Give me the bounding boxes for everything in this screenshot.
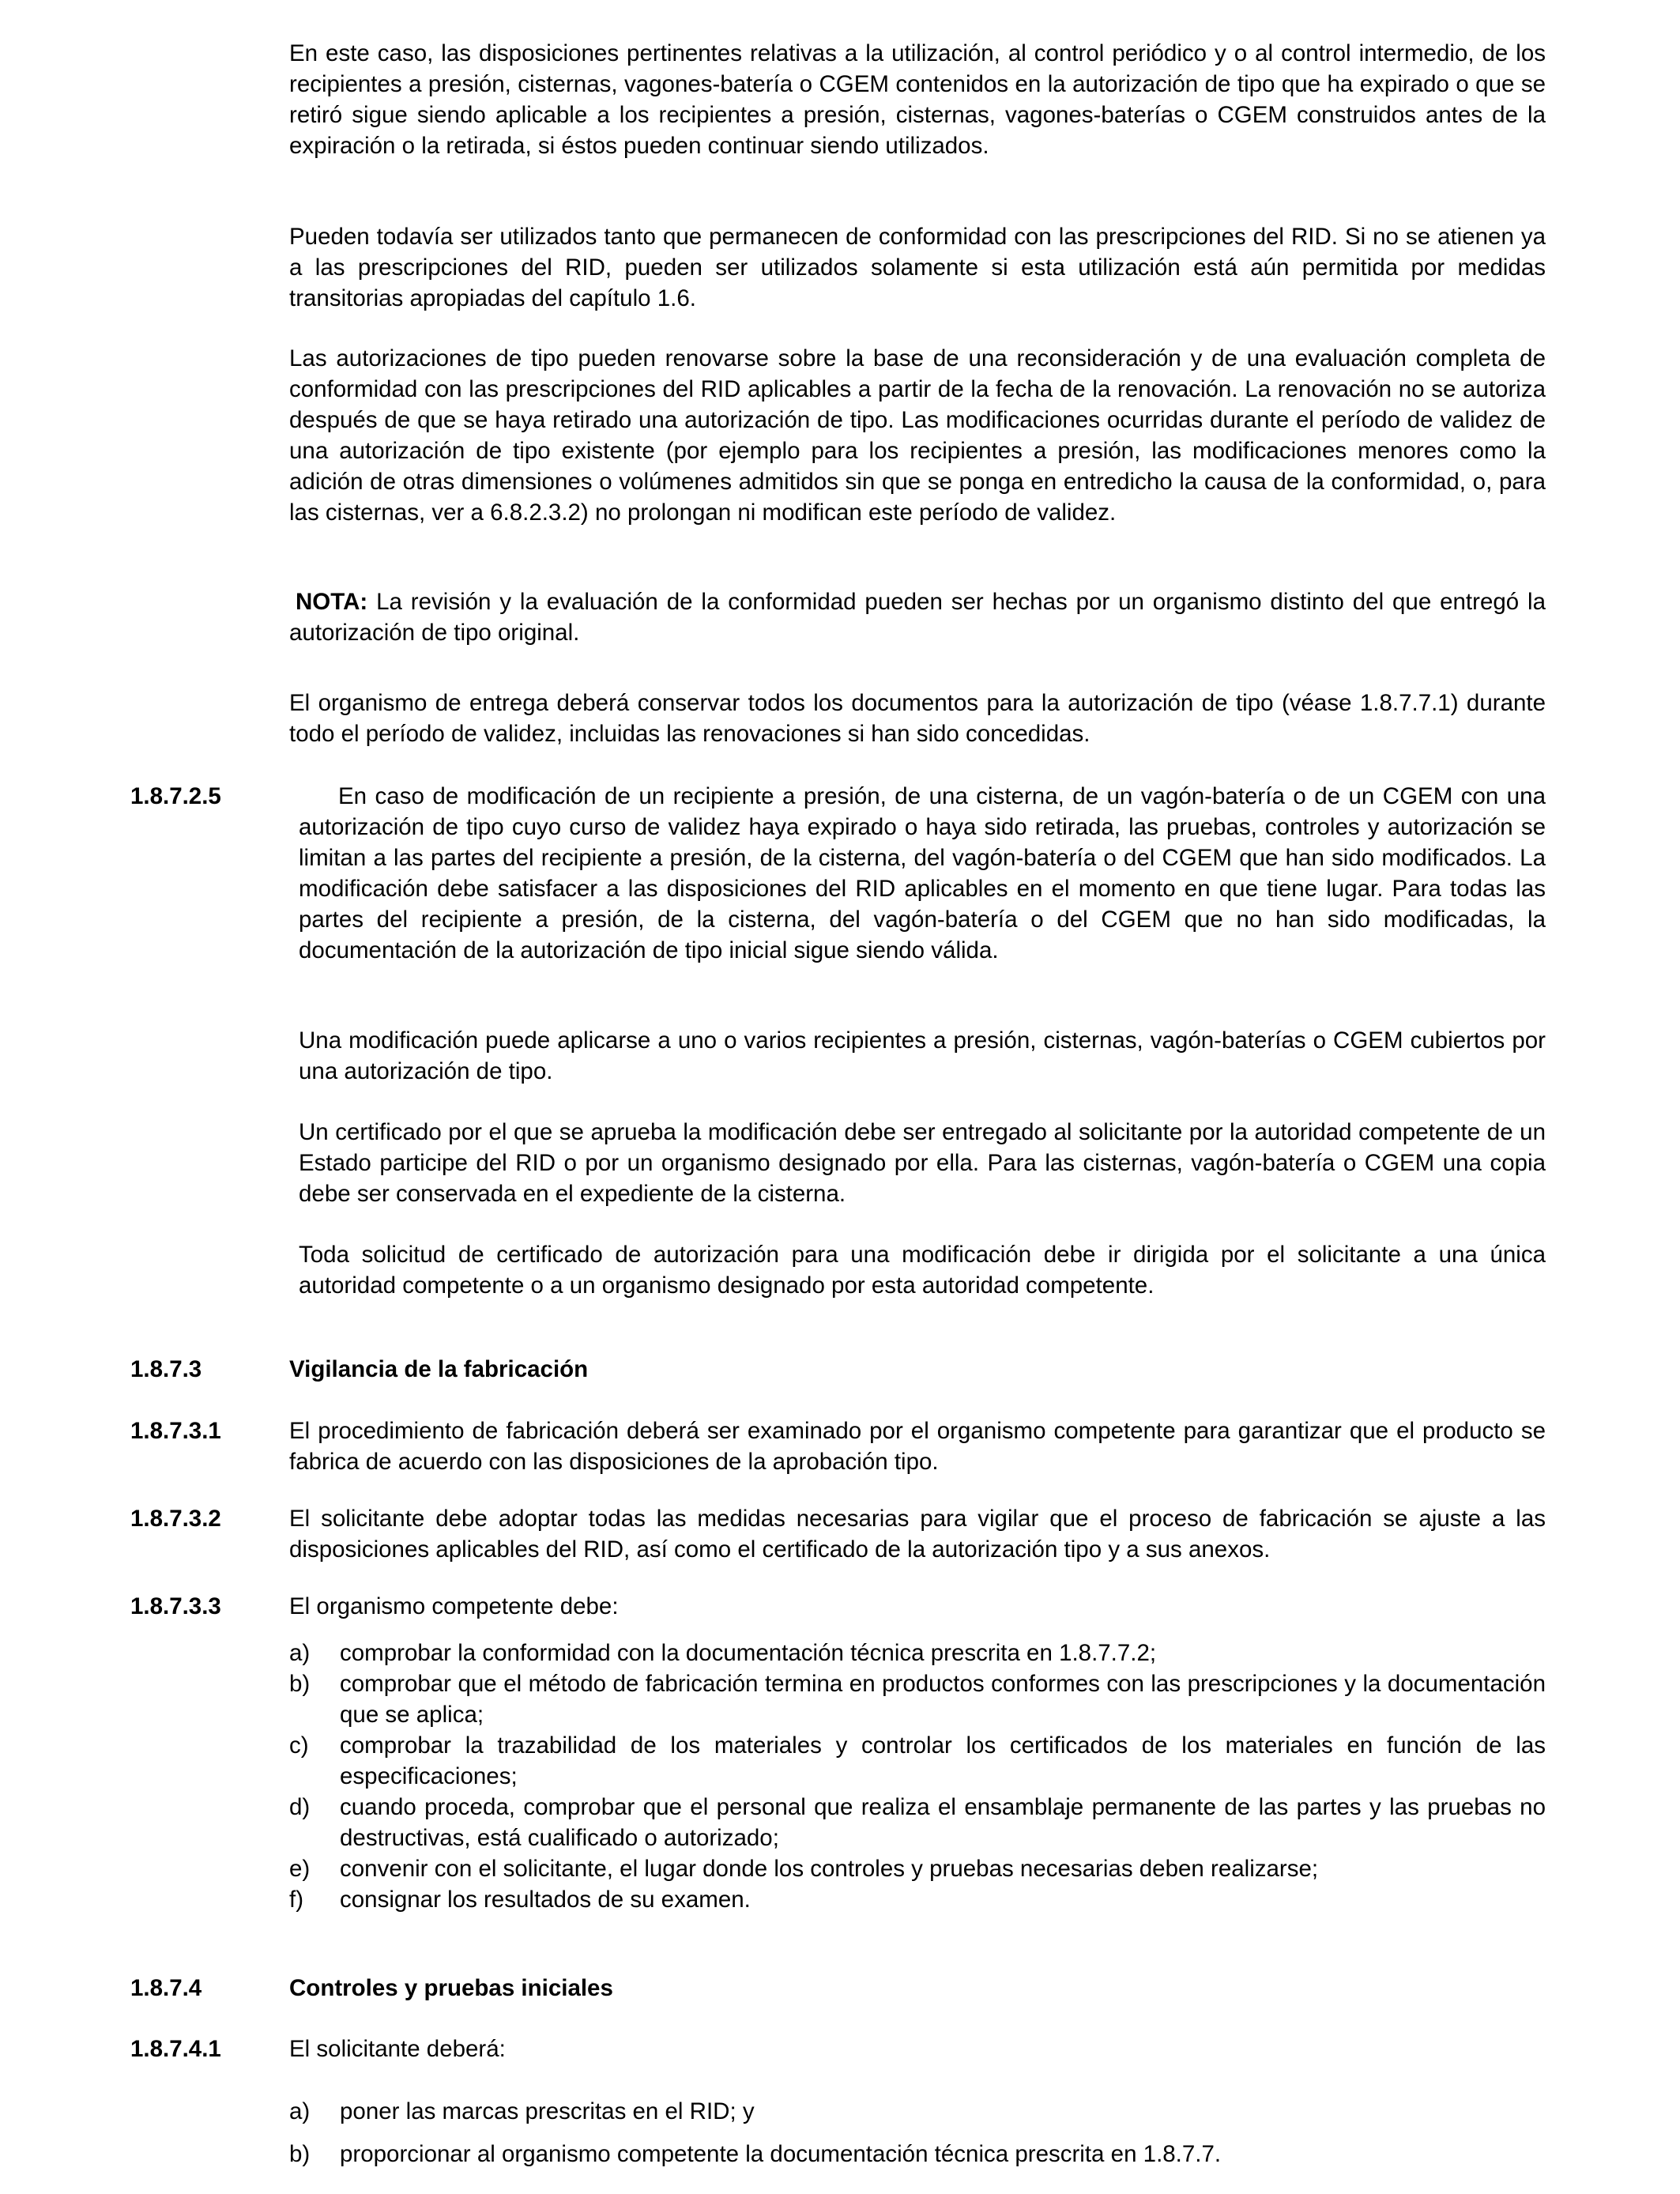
section-number: 1.8.7.3.3 (130, 1593, 221, 1619)
paragraph-manufacturing-procedure: El procedimiento de fabricación deberá ser examinado por el organismo competente para garantizar que el producto se fabrica de acuerdo con las disposiciones de la aprobación tipo. (289, 1418, 1546, 1475)
section-heading: Vigilancia de la fabricación (289, 1356, 589, 1382)
list-item-text: comprobar la trazabilidad de los materiales y controlar los certificados de los materiales en función de las especificaciones; (340, 1732, 1546, 1789)
section-heading: Controles y pruebas iniciales (289, 1975, 613, 2001)
list-item (289, 1638, 1546, 1668)
list-marker: b) (289, 1671, 311, 1697)
section-number: 1.8.7.3.1 (130, 1418, 221, 1444)
list-item-text: poner las marcas prescritas en el RID; y (340, 2098, 755, 2124)
paragraph-applicant-intro: El solicitante deberá: (289, 2036, 506, 2062)
nota-label: NOTA: (296, 589, 368, 615)
list-marker: e) (289, 1856, 311, 1882)
list-item (289, 1730, 1546, 1792)
list-item-text: consignar los resultados de su examen. (340, 1887, 751, 1913)
nota-text: La revisión y la evaluación de la conformidad pueden ser hechas por un organismo distinto del que entregó la autorización de tipo original. (289, 589, 1546, 646)
list-item (289, 1668, 1546, 1730)
list-item (289, 1792, 1546, 1853)
list-item-text: convenir con el solicitante, el lugar donde los controles y pruebas necesarias deben realizarse; (340, 1856, 1319, 1882)
list-marker: a) (289, 2098, 311, 2124)
list-item (289, 1884, 1546, 1915)
list-item (289, 2096, 1546, 2127)
section-number: 1.8.7.3 (130, 1356, 202, 1382)
paragraph-renewal: Las autorizaciones de tipo pueden renovarse sobre la base de una reconsideración y de una evaluación completa de conformidad con las prescripciones del RID aplicables a partir de la fecha de la renovación. La renovación no se autoriza después de que se haya retirado una autorización de tipo. Las modificaciones ocurridas durante el período de validez de una autorización de tipo existente (por ejemplo para los recipientes a presión, las modificaciones menores como la adición de otras dimensiones o volúmenes admitidos sin que se ponga en entredicho la causa de la conformidad, o, para las cisternas, ver a 6.8.2.3.2) no prolongan ni modifican este período de validez. (289, 345, 1546, 526)
list-item-text: cuando proceda, comprobar que el personal que realiza el ensamblaje permanente de las partes y las pruebas no destructivas, está cualificado o autorizado; (340, 1794, 1546, 1851)
paragraph-continued-use: Pueden todavía ser utilizados tanto que permanecen de conformidad con las prescripciones del RID. Si no se atienen ya a las prescripciones del RID, pueden ser utilizados solamente si esta utilización está aún permitida por medidas transitorias apropiadas del capítulo 1.6. (289, 224, 1546, 311)
list-item-text: proporcionar al organismo competente la documentación técnica prescrita en 1.8.7.7. (340, 2141, 1222, 2167)
paragraph-applicant-measures: El solicitante debe adoptar todas las medidas necesarias para vigilar que el proceso de fabricación se ajuste a las disposiciones aplicables del RID, así como el certificado de la autorización tipo y a sus anexos. (289, 1506, 1546, 1563)
paragraph-competent-body-intro: El organismo competente debe: (289, 1593, 619, 1619)
nota-paragraph (289, 586, 1546, 648)
paragraph-expired-approval: En este caso, las disposiciones pertinentes relativas a la utilización, al control periódico y o al control intermedio, de los recipientes a presión, cisternas, vagones-batería o CGEM contenidos en la autorización de tipo que ha expirado o que se retiró sigue siendo aplicable a los recipientes a presión, cisternas, vagones-baterías o CGEM construidos antes de la expiración o la retirada, si éstos pueden continuar siendo utilizados. (289, 40, 1546, 159)
applicant-duties-list (289, 2096, 1546, 2169)
list-marker: f) (289, 1887, 304, 1913)
section-number: 1.8.7.3.2 (130, 1506, 221, 1532)
list-item (289, 1853, 1546, 1884)
list-item-text: comprobar que el método de fabricación termina en productos conformes con las prescripciones y la documentación que se aplica; (340, 1671, 1546, 1728)
section-number: 1.8.7.4.1 (130, 2036, 221, 2062)
paragraph-modification-request: Toda solicitud de certificado de autorización para una modificación debe ir dirigida por el solicitante a una única autoridad competente o a un organismo designado por esta autoridad competente. (299, 1242, 1546, 1299)
list-item-text: comprobar la conformidad con la documentación técnica prescrita en 1.8.7.7.2; (340, 1640, 1157, 1666)
section-number: 1.8.7.2.5 (130, 783, 221, 809)
list-item (289, 2139, 1546, 2169)
section-number: 1.8.7.4 (130, 1975, 202, 2001)
competent-body-duties-list (289, 1638, 1546, 1915)
list-marker: a) (289, 1640, 311, 1666)
paragraph-documents-retention: El organismo de entrega deberá conservar todos los documentos para la autorización de tipo (véase 1.8.7.7.1) durante todo el período de validez, incluidas las renovaciones si han sido concedidas. (289, 690, 1546, 747)
paragraph-modification-certificate: Un certificado por el que se aprueba la modificación debe ser entregado al solicitante por la autoridad competente de un Estado participe del RID o por un organismo designado por ella. Para las cisternas, vagón-batería o CGEM una copia debe ser conservada en el expediente de la cisterna. (299, 1119, 1546, 1207)
list-marker: b) (289, 2141, 311, 2167)
paragraph-modification: En caso de modificación de un recipiente a presión, de una cisterna, de un vagón-batería o de un CGEM con una autorización de tipo cuyo curso de validez haya expirado o haya sido retirada, las pruebas, controles y autorización se limitan a las partes del recipiente a presión, de la cisterna, del vagón-batería o del CGEM que han sido modificados. La modificación debe satisfacer a las disposiciones del RID aplicables en el momento en que tiene lugar. Para todas las partes del recipiente a presión, de la cisterna, del vagón-batería o del CGEM que no han sido modificadas, la documentación de la autorización de tipo inicial sigue siendo válida. (299, 783, 1546, 963)
paragraph-modification-scope: Una modificación puede aplicarse a uno o varios recipientes a presión, cisternas, vagón-baterías o CGEM cubiertos por una autorización de tipo. (299, 1027, 1546, 1084)
list-marker: c) (289, 1732, 309, 1759)
list-marker: d) (289, 1794, 311, 1820)
